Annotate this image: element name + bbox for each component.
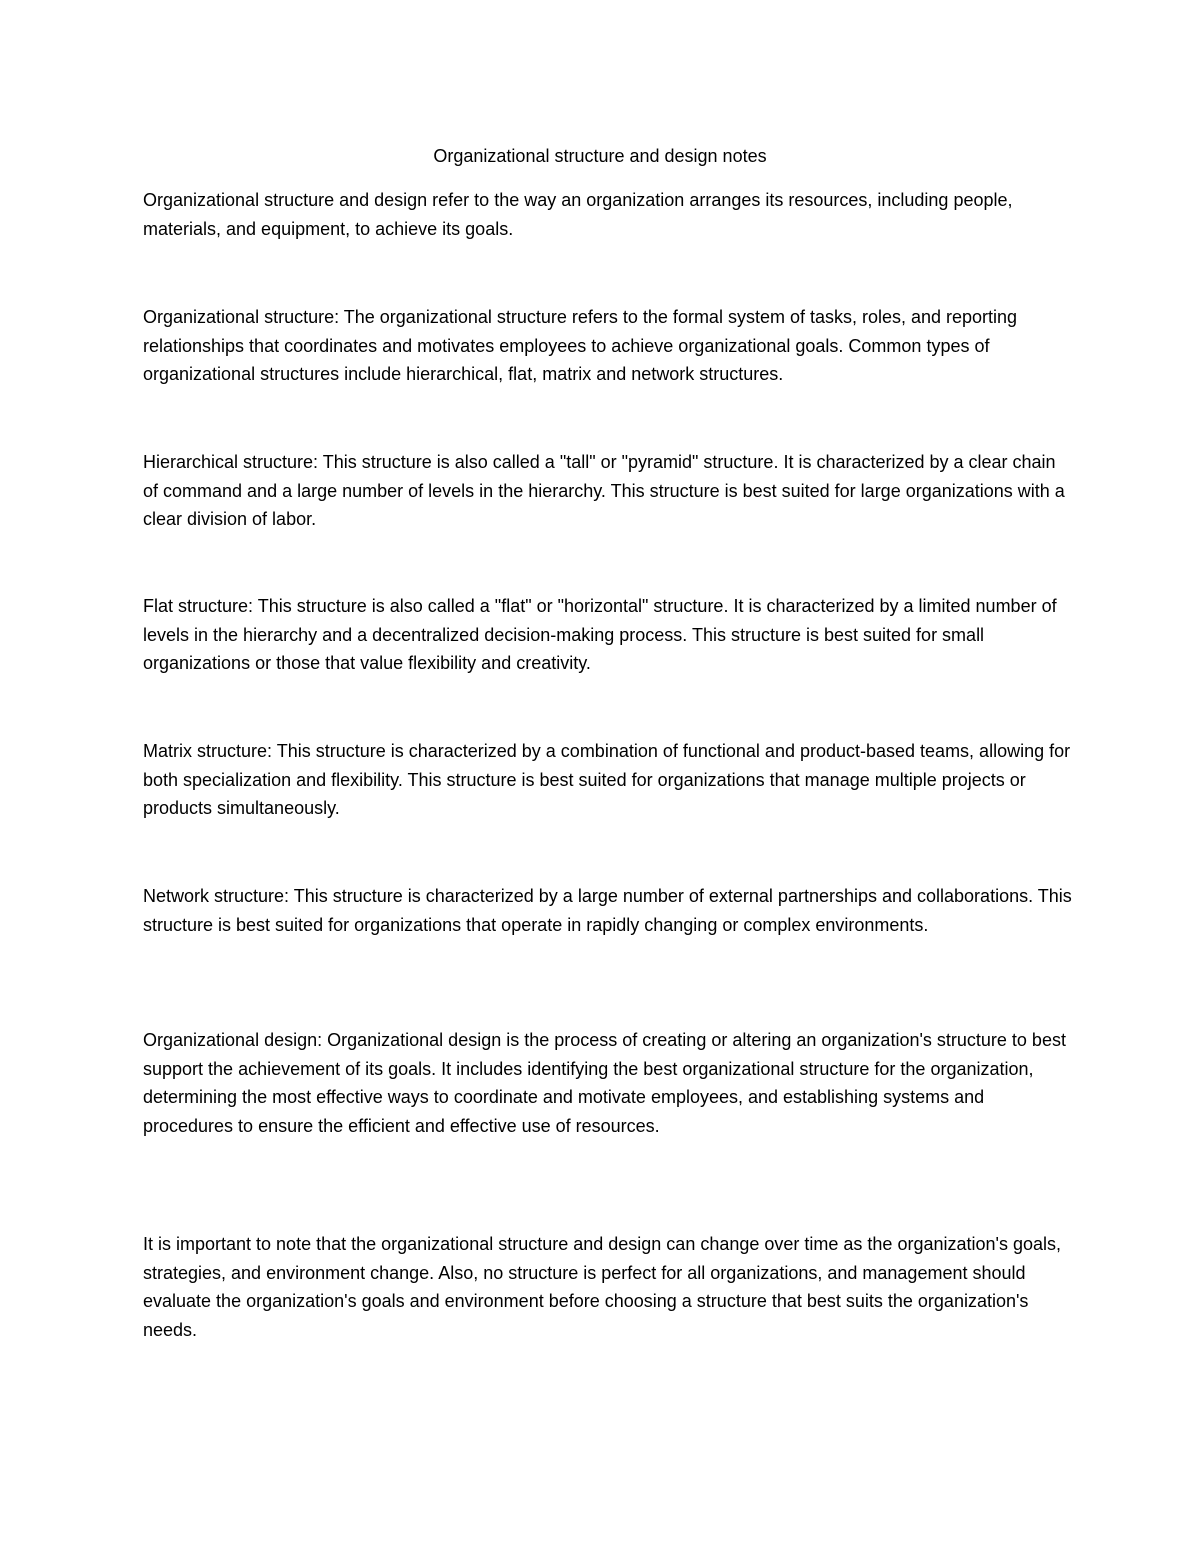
paragraph-conclusion: It is important to note that the organizational structure and design can change over time as the organization's goals, strategies, and environment change. Also, no structure is perfect for all organizations, and management should evaluate the organization's goals and environment before choosing a structure that best suits the organization's needs. <box>143 1234 1061 1340</box>
paragraph-flat-structure: Flat structure: This structure is also called a "flat" or "horizontal" structure. It is characterized by a limited number of levels in the hierarchy and a decentralized decision-making process. This structure is best suited for small organizations or those that value flexibility and creativity. <box>143 596 1057 673</box>
document-title: Organizational structure and design notes <box>433 146 767 166</box>
paragraph-intro: Organizational structure and design refer to the way an organization arranges its resources, including people, materials, and equipment, to achieve its goals. <box>143 190 1013 239</box>
paragraph-organizational-structure: Organizational structure: The organizational structure refers to the formal system of tasks, roles, and reporting relationships that coordinates and motivates employees to achieve organizational goals. Common types of organizational structures include hierarchical, flat, matrix and network structures. <box>143 307 1018 384</box>
paragraph-network-structure: Network structure: This structure is characterized by a large number of external partnerships and collaborations. This structure is best suited for organizations that operate in rapidly changing or complex environments. <box>143 886 1072 935</box>
paragraph-organizational-design: Organizational design: Organizational design is the process of creating or altering an organization's structure to best support the achievement of its goals. It includes identifying the best organizational structure for the organization, determining the most effective ways to coordinate and motivate employees, and establishing systems and procedures to ensure the efficient and effective use of resources. <box>143 1030 1066 1136</box>
paragraph-hierarchical-structure: Hierarchical structure: This structure is also called a "tall" or "pyramid" structure. It is characterized by a clear chain of command and a large number of levels in the hierarchy. This structure is best suited for large organizations with a clear division of labor. <box>143 452 1065 529</box>
paragraph-matrix-structure: Matrix structure: This structure is characterized by a combination of functional and product-based teams, allowing for both specialization and flexibility. This structure is best suited for organizations that manage multiple projects or products simultaneously. <box>143 741 1071 818</box>
